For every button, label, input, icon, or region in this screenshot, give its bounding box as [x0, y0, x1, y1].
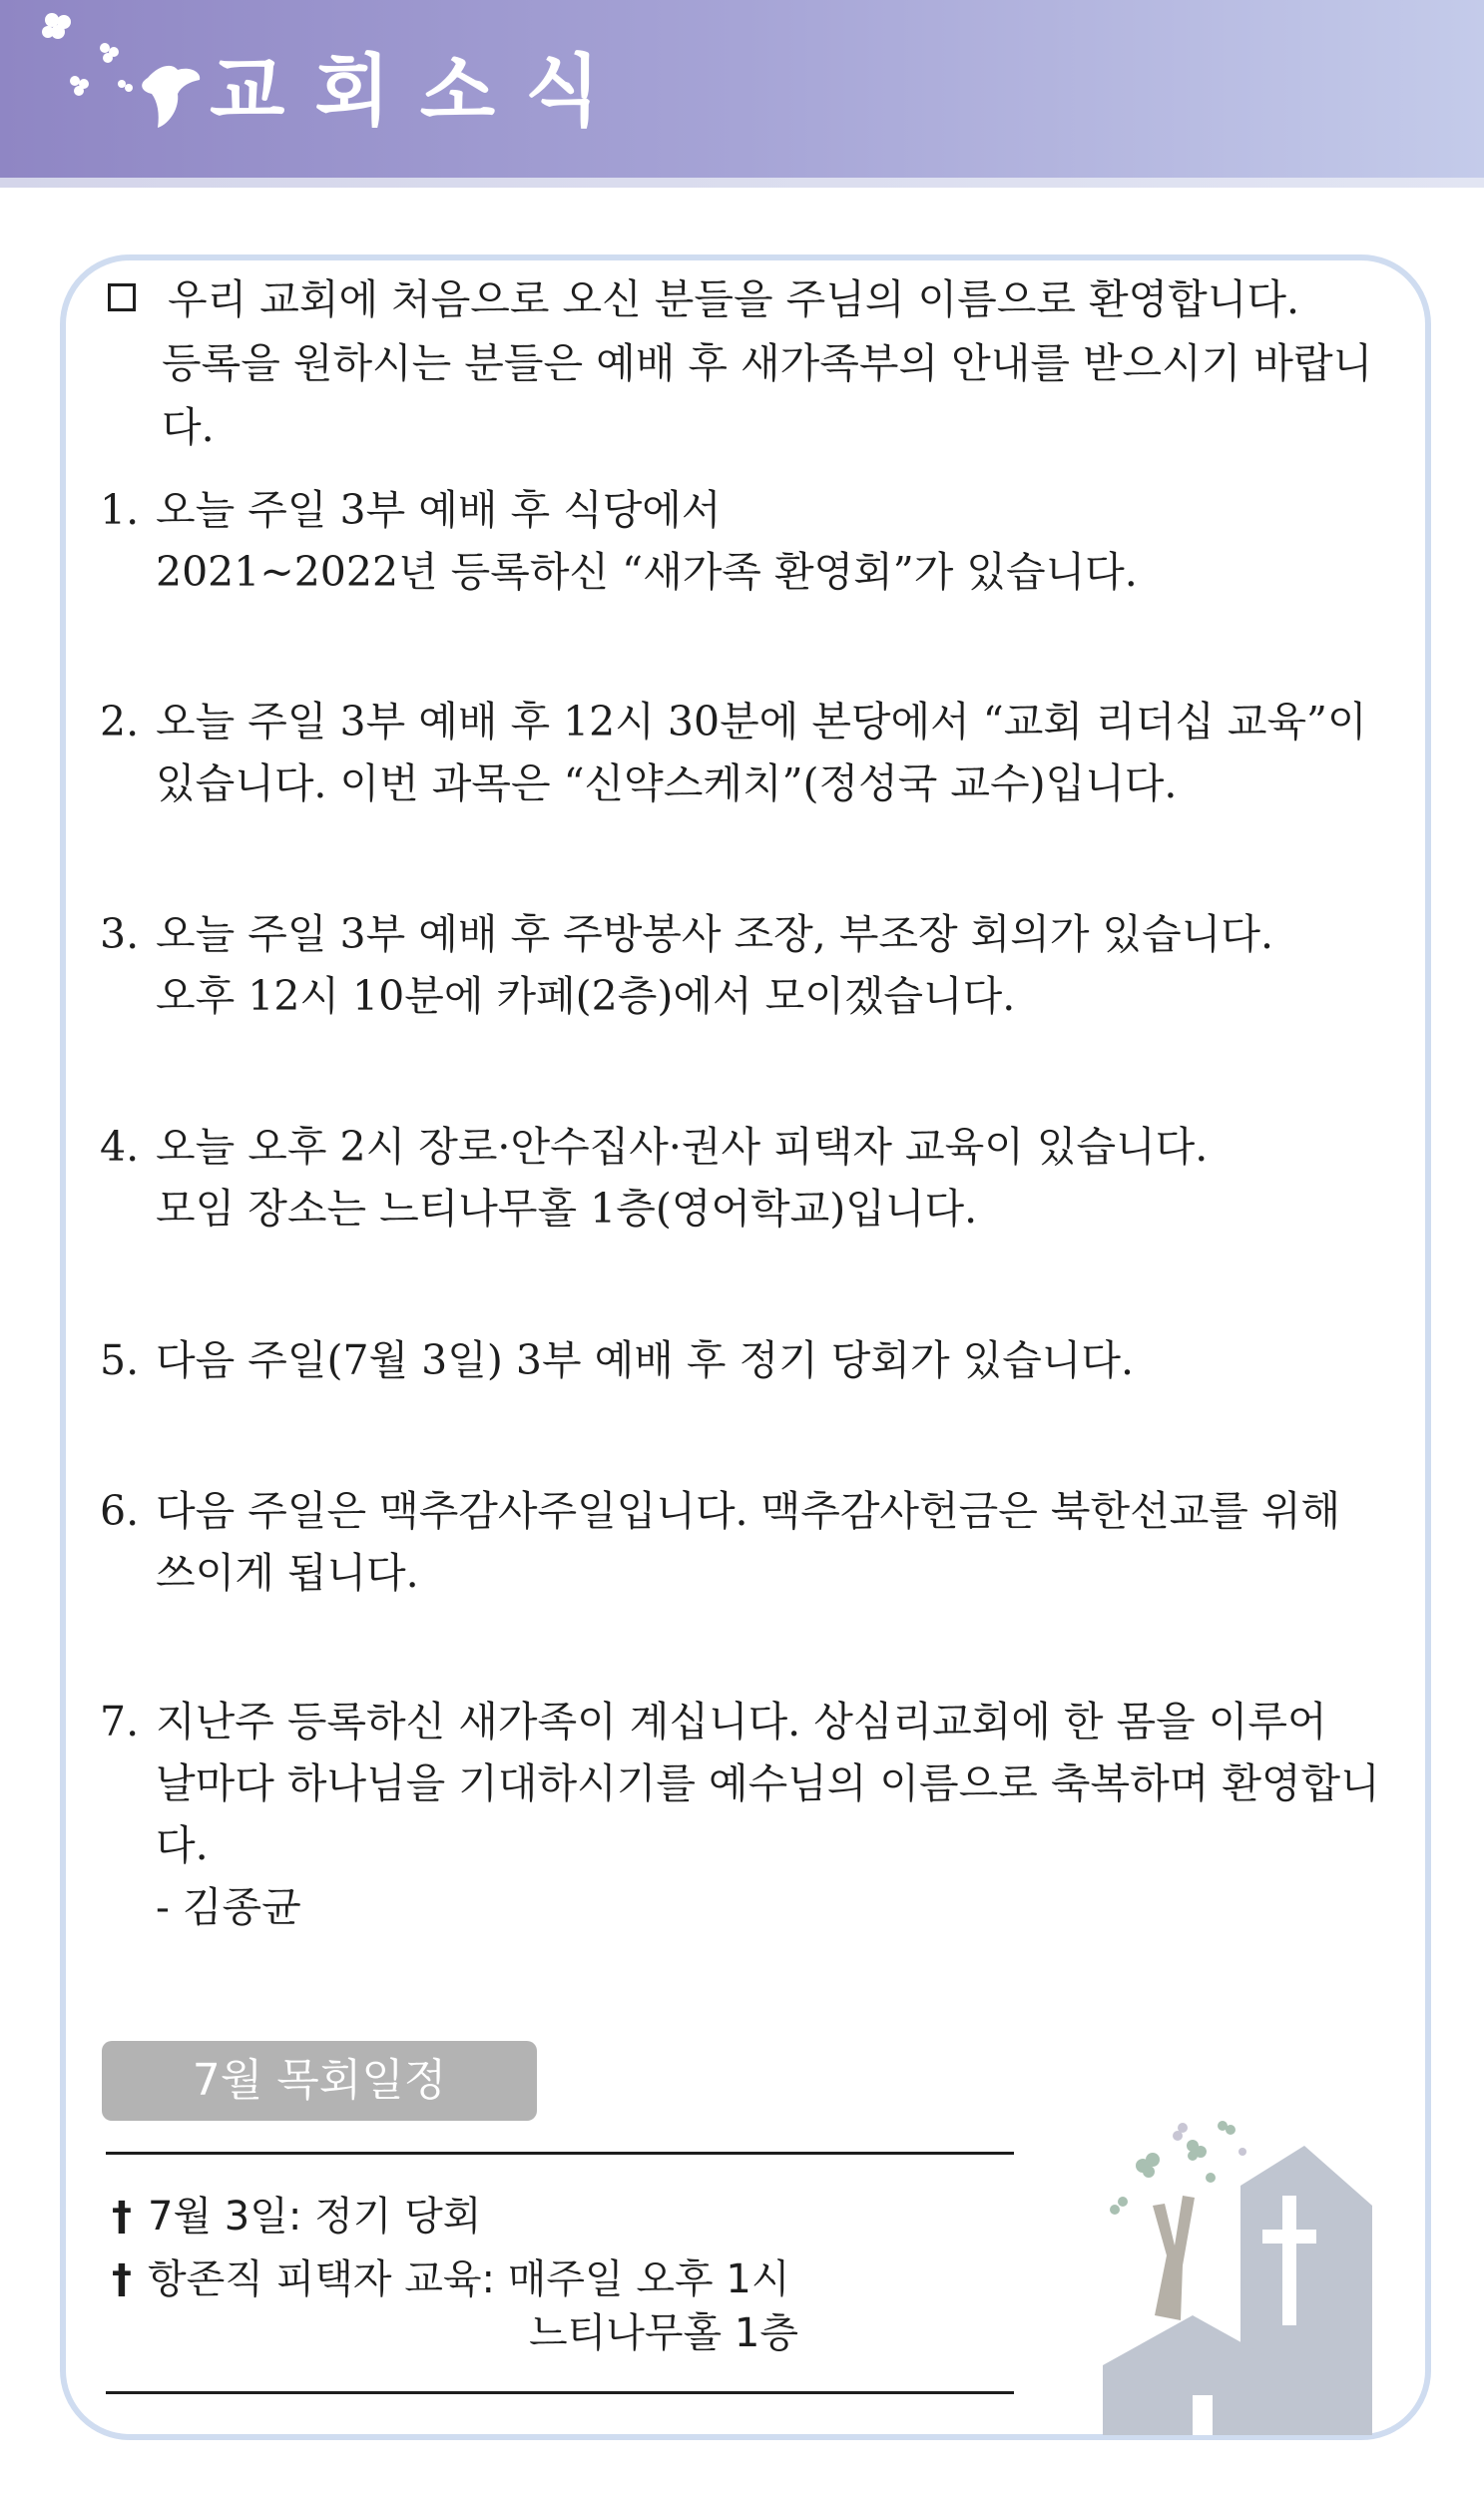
list-item: 1. 오늘 주일 3부 예배 후 식당에서 2021~2022년 등록하신 “새가족 환영회”가 있습니다. [100, 486, 1138, 596]
welcome-line-1: 우리 교회에 처음으로 오신 분들을 주님의 이름으로 환영합니다. [168, 275, 1300, 323]
list-item: 7. 지난주 등록하신 새가족이 계십니다. 상심리교회에 한 몸을 이루어 날마다 하나님을 기대하시기를 예수님의 이름으로 축복하며 환영합니다. - 김종균 [100, 1698, 1380, 1931]
page-title: 교회소식 [210, 47, 631, 137]
church-illustration-icon [1083, 2106, 1402, 2445]
schedule-label: 7월 목회일정 [102, 2041, 537, 2121]
list-item: 2. 오늘 주일 3부 예배 후 12시 30분에 본당에서 “교회 리더십 교육”이 있습니다. 이번 과목은 “신약스케치”(정성국 교수)입니다. [100, 698, 1367, 807]
cross-icon: † [112, 2256, 132, 2302]
list-item: 5. 다음 주일(7월 3일) 3부 예배 후 정기 당회가 있습니다. [100, 1336, 1135, 1384]
divider [106, 2152, 1014, 2155]
schedule-entry: † 7월 3일: 정기 당회 [112, 2189, 481, 2245]
list-item: 3. 오늘 주일 3부 예배 후 주방봉사 조장, 부조장 회의가 있습니다. 오후 12시 10분에 카페(2층)에서 모이겠습니다. [100, 910, 1273, 1020]
header-banner [0, 0, 1484, 178]
checkbox-bullet-icon [108, 283, 136, 311]
schedule-entry-detail: 느티나무홀 1층 [529, 2310, 799, 2356]
dove-flowers-icon [30, 6, 220, 136]
list-item: 6. 다음 주일은 맥추감사주일입니다. 맥추감사헌금은 북한선교를 위해 쓰이게 됩니다. [100, 1487, 1341, 1597]
list-item: 4. 오늘 오후 2시 장로·안수집사·권사 피택자 교육이 있습니다. 모임 장소는 느티나무홀 1층(영어학교)입니다. [100, 1123, 1209, 1233]
header-divider [0, 178, 1484, 188]
welcome-line-2: 등록을 원하시는 분들은 예배 후 새가족부의 안내를 받으시기 바랍니다. [162, 339, 1373, 451]
welcome-notice [100, 267, 1407, 459]
divider [106, 2391, 1014, 2394]
schedule-entry: † 항존직 피택자 교육: 매주일 오후 1시 [112, 2251, 789, 2307]
cross-icon: † [112, 2194, 132, 2240]
